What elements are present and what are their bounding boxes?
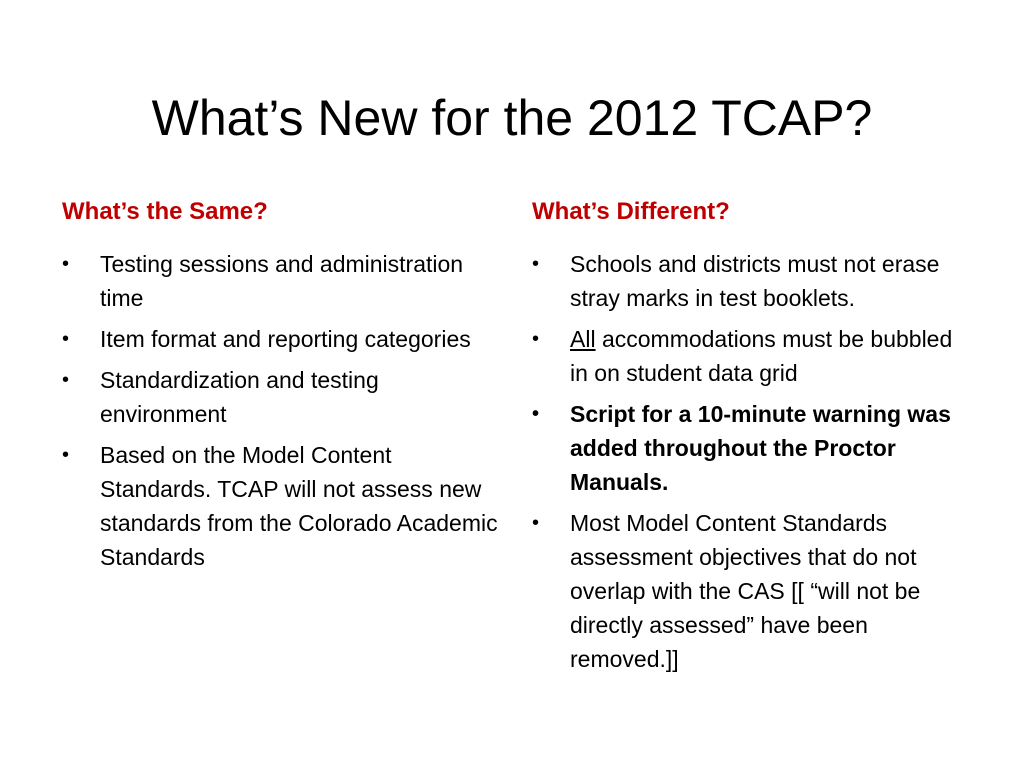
bullet-text: Testing sessions and administration time: [100, 250, 464, 311]
bullet-icon: •: [62, 252, 70, 275]
bullet-text: Schools and districts must not erase stray marks in test booklets.: [570, 250, 940, 311]
list-item: [62, 322, 502, 356]
bullet-text: Most Model Content Standards assessment objectives that do not overlap with the CAS [[ “will not be directly assessed” have been removed.]]: [570, 509, 921, 672]
same-column: [62, 198, 502, 581]
bullet-icon: •: [532, 402, 540, 425]
different-list: [532, 247, 972, 676]
bullet-text: Item format and reporting categories: [100, 325, 471, 352]
list-item: [62, 438, 502, 574]
emphasis-all: All: [570, 325, 596, 352]
same-heading: What’s the Same?: [62, 198, 268, 225]
slide-title: What’s New for the 2012 TCAP?: [151, 90, 873, 146]
bullet-icon: •: [532, 327, 540, 350]
bullet-text: accommodations must be bubbled in on student data grid: [570, 325, 953, 386]
list-item: [532, 506, 972, 676]
bullet-icon: •: [62, 443, 70, 466]
list-item: [532, 247, 972, 315]
different-heading: What’s Different?: [532, 198, 730, 225]
bullet-text: Script for a 10-minute warning was added throughout the Proctor Manuals.: [570, 400, 951, 495]
list-item: [62, 363, 502, 431]
bullet-icon: •: [532, 511, 540, 534]
bullet-icon: •: [62, 327, 70, 350]
bullet-text: Based on the Model Content Standards. TCAP will not assess new standards from the Colorado Academic Standards: [100, 441, 498, 570]
different-column: [532, 198, 972, 683]
bullet-icon: •: [62, 368, 70, 391]
list-item: [62, 247, 502, 315]
bullet-icon: •: [532, 252, 540, 275]
list-item: [532, 322, 972, 390]
list-item: [532, 397, 972, 499]
same-list: [62, 247, 502, 574]
bullet-text: Standardization and testing environment: [100, 366, 379, 427]
